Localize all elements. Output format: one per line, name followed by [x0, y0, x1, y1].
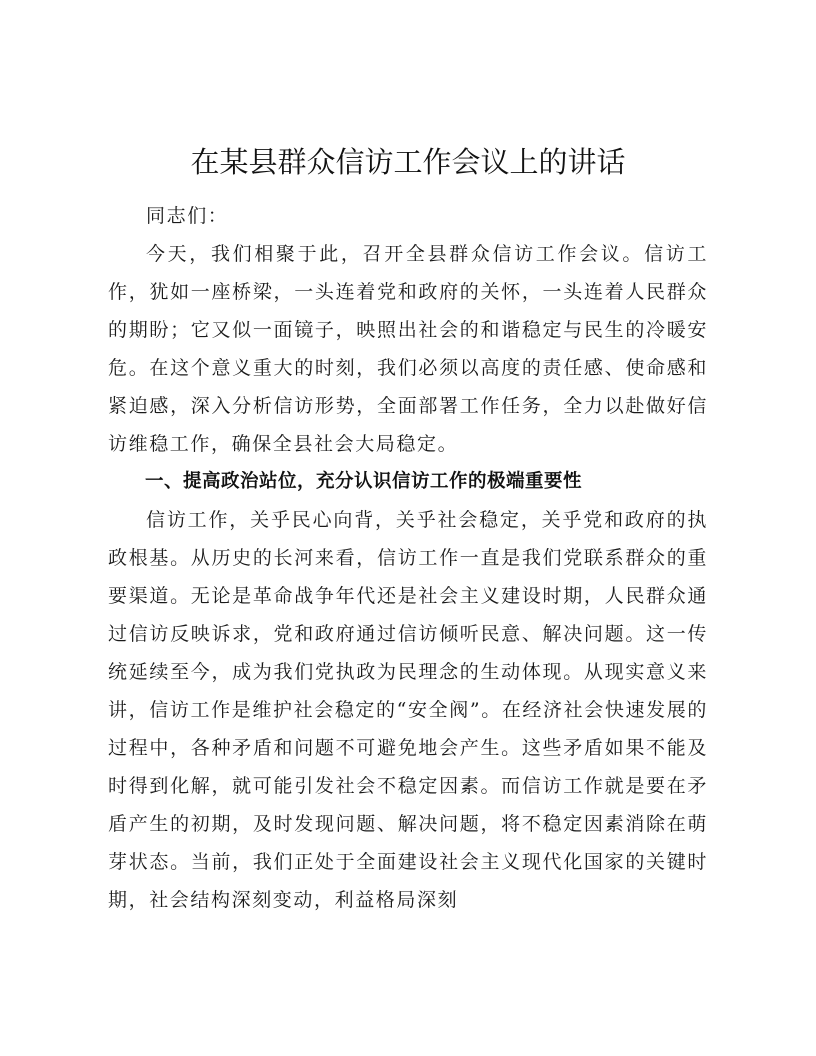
intro-paragraph: 今天，我们相聚于此，召开全县群众信访工作会议。信访工作，犹如一座桥梁，一头连着党和政府的关怀，一头连着人民群众的期盼；它又似一面镜子，映照出社会的和谐稳定与民生的冷暖安危。在这个意义重大的时刻，我们必须以高度的责任感、使命感和紧迫感，深入分析信访形势，全面部署工作任务，全力以赴做好信访维稳工作，确保全县社会大局稳定。	[108, 243, 708, 455]
document-body	[108, 197, 708, 919]
section-paragraph: 信访工作，关乎民心向背，关乎社会稳定，关乎党和政府的执政根基。从历史的长河来看，信访工作一直是我们党联系群众的重要渠道。无论是革命战争年代还是社会主义建设时期，人民群众通过信访反映诉求，党和政府通过信访倾听民意、解决问题。这一传统延续至今，成为我们党执政为民理念的生动体现。从现实意义来讲，信访工作是维护社会稳定的“安全阀”。在经济社会快速发展的过程中，各种矛盾和问题不可避免地会产生。这些矛盾如果不能及时得到化解，就可能引发社会不稳定因素。而信访工作就是要在矛盾产生的初期，及时发现问题、解决问题，将不稳定因素消除在萌芽状态。当前，我们正处于全面建设社会主义现代化国家的关键时期，社会结构深刻变动，利益格局深刻	[108, 509, 708, 911]
section-heading: 一、提高政治站位，充分认识信访工作的极端重要性	[145, 471, 583, 492]
document-title: 在某县群众信访工作会议上的讲话	[190, 145, 626, 179]
salutation: 同志们：	[146, 205, 229, 227]
